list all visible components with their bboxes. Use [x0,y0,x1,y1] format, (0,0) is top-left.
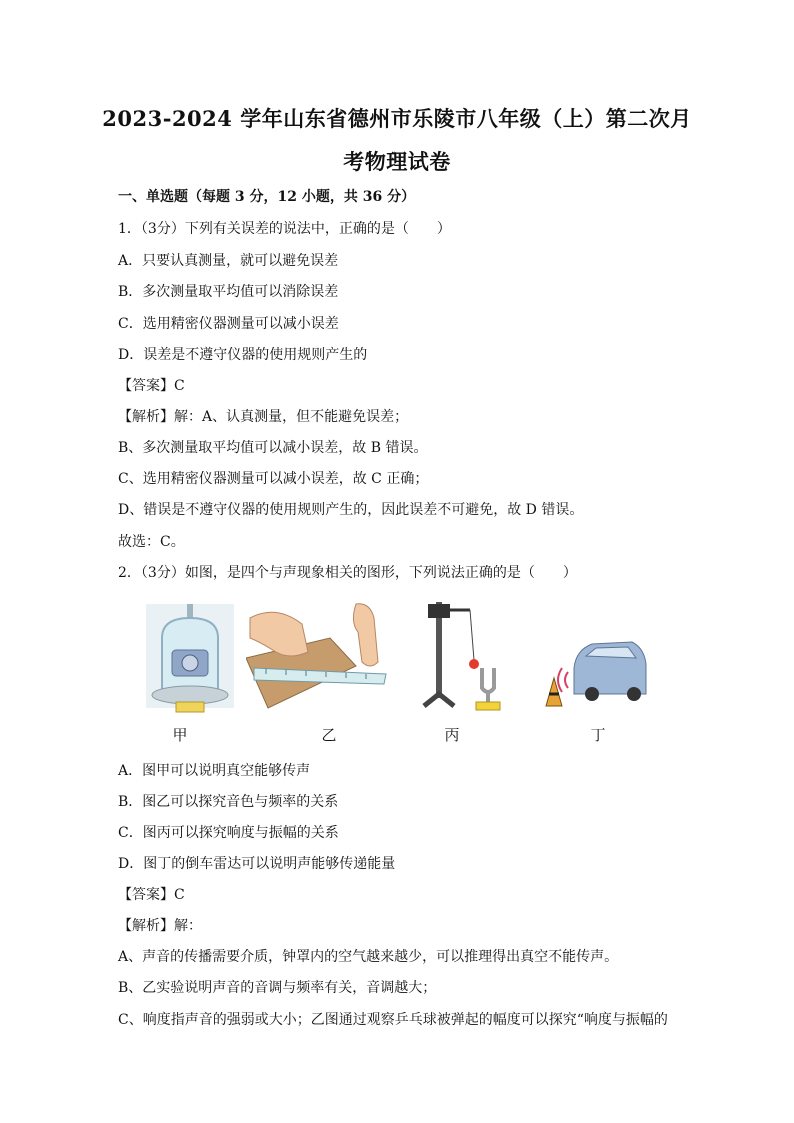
figure-label-ding: 丁 [590,726,606,744]
page-title-line-1: 2023-2024 学年山东省德州市乐陵市八年级（上）第二次月 [102,106,692,131]
q2-analysis-line: C、响度指声音的强弱或大小；乙图通过观察乒乓球被弹起的幅度可以探究“响度与振幅的 [118,1012,668,1028]
q1-analysis-line: B、多次测量取平均值可以减小误差，故 B 错误。 [118,440,428,456]
q1-option-b: B．多次测量取平均值可以消除误差 [118,284,339,300]
car-radar-figure [540,598,650,718]
q2-figure-row [0,598,794,748]
q1-analysis-line: C、选用精密仪器测量可以减小误差，故 C 正确； [118,471,429,487]
tuning-fork-figure [416,598,506,718]
q2-option-d: D．图丁的倒车雷达可以说明声能够传递能量 [118,856,396,872]
section-heading: 一、单选题（每题 3 分，12 小题，共 36 分） [118,189,416,205]
q1-answer: 【答案】C [118,378,185,394]
q1-option-a: A．只要认真测量，就可以避免误差 [118,253,339,269]
q2-analysis-line: 【解析】解： [118,918,202,934]
figure-label-jia: 甲 [172,726,188,744]
q1-analysis-line: 【解析】解：A、认真测量，但不能避免误差； [118,409,409,425]
q2-option-a: A．图甲可以说明真空能够传声 [118,763,311,779]
q2-analysis-line: A、声音的传播需要介质，钟罩内的空气越来越少，可以推理得出真空不能传声。 [118,949,619,965]
q1-analysis-line: 故选：C。 [118,534,185,550]
ruler-figure [246,598,396,718]
q1-option-c: C．选用精密仪器测量可以减小误差 [118,316,339,332]
figure-label-bing: 丙 [444,726,460,744]
q1-stem: 1．（3分）下列有关误差的说法中，正确的是（ ） [118,221,451,237]
bell-jar-figure [146,598,234,718]
q1-analysis-line: D、错误是不遵守仪器的使用规则产生的，因此误差不可避免，故 D 错误。 [118,502,584,518]
q1-option-d: D．误差是不遵守仪器的使用规则产生的 [118,347,368,363]
q2-answer: 【答案】C [118,887,185,903]
q2-stem: 2．（3分）如图，是四个与声现象相关的图形，下列说法正确的是（ ） [118,565,577,581]
page-title-line-2: 考物理试卷 [343,149,451,174]
q2-option-c: C．图丙可以探究响度与振幅的关系 [118,825,339,841]
figure-label-yi: 乙 [321,726,337,744]
q2-analysis-line: B、乙实验说明声音的音调与频率有关，音调越大； [118,980,437,996]
q2-option-b: B．图乙可以探究音色与频率的关系 [118,794,339,810]
